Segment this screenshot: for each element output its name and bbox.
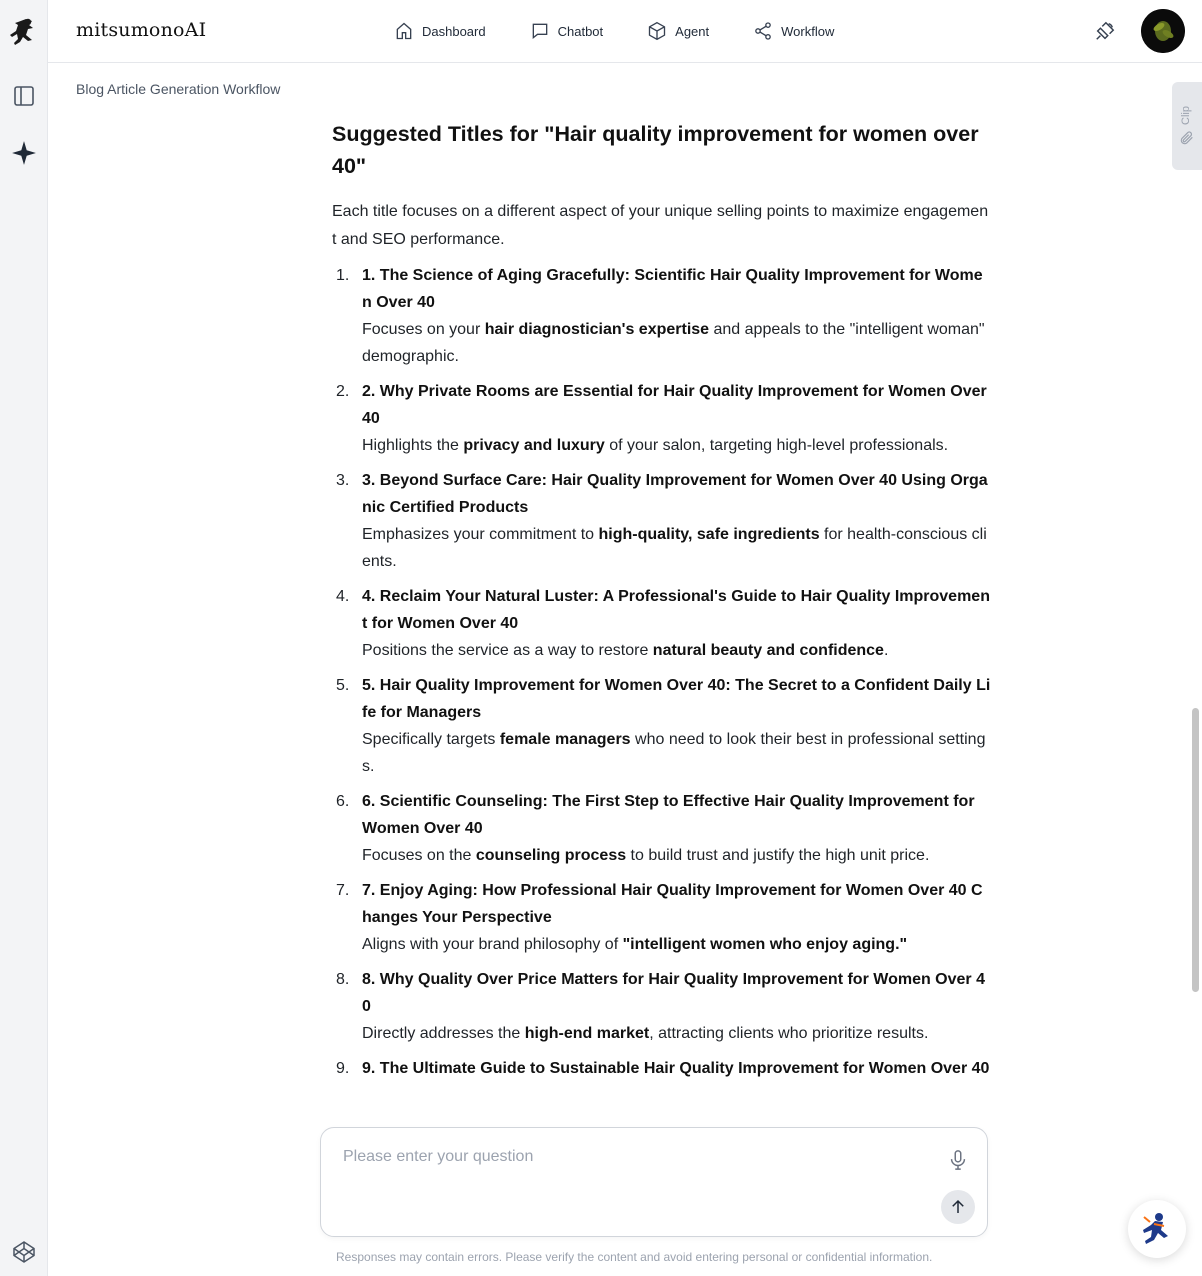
nav-dashboard-label: Dashboard <box>422 23 486 39</box>
title-description: Specifically targets female managers who need to look their best in professional settings. <box>362 731 986 775</box>
title-text: 9. The Ultimate Guide to Sustainable Hair Quality Improvement for Women Over 40 <box>362 1060 990 1077</box>
list-item <box>332 378 992 459</box>
main-nav <box>394 20 878 42</box>
list-item <box>332 877 992 958</box>
avatar-image-icon <box>1141 9 1185 53</box>
share-icon <box>753 21 773 41</box>
list-number: 9. <box>336 1060 350 1077</box>
title-text: 6. Scientific Counseling: The First Step to Effective Hair Quality Improvement for Women Over 40 <box>362 793 975 837</box>
title-description: Emphasizes your commitment to high-quality, safe ingredients for health-conscious clients. <box>362 526 987 570</box>
sparkle-icon[interactable] <box>11 140 37 166</box>
title-text: 7. Enjoy Aging: How Professional Hair Quality Improvement for Women Over 40 Changes Your Perspective <box>362 882 983 926</box>
chat-icon <box>530 21 550 41</box>
home-icon <box>394 21 414 41</box>
question-input[interactable] <box>343 1148 923 1188</box>
title-text: 1. The Science of Aging Gracefully: Scientific Hair Quality Improvement for Women Over 40 <box>362 267 983 311</box>
brand-name[interactable]: mitsumonoAI <box>76 19 207 41</box>
list-number: 6. <box>336 793 350 810</box>
codepen-cube-icon[interactable] <box>12 1240 36 1264</box>
breadcrumb[interactable]: Blog Article Generation Workflow <box>76 81 281 97</box>
list-number: 1. <box>336 267 350 284</box>
list-number: 3. <box>336 472 350 489</box>
title-description: Aligns with your brand philosophy of "intelligent women who enjoy aging." <box>362 936 908 953</box>
top-header <box>48 0 1202 63</box>
article-heading: Suggested Titles for "Hair quality improvement for women over 40" <box>332 122 979 178</box>
title-description: Focuses on the counseling process to build trust and justify the high unit price. <box>362 847 930 864</box>
title-list <box>332 262 992 1082</box>
title-description: Positions the service as a way to restore natural beauty and confidence. <box>362 642 889 659</box>
title-text: 3. Beyond Surface Care: Hair Quality Improvement for Women Over 40 Using Organic Certified Products <box>362 472 988 516</box>
title-description: Focuses on your hair diagnostician's expertise and appeals to the "intelligent woman" demographic. <box>362 321 985 365</box>
title-text: 8. Why Quality Over Price Matters for Hair Quality Improvement for Women Over 40 <box>362 971 985 1015</box>
microphone-icon[interactable] <box>947 1148 969 1172</box>
article-intro: Each title focuses on a different aspect of your unique selling points to maximize engagement and SEO performance. <box>332 203 989 248</box>
user-avatar[interactable] <box>1141 9 1185 53</box>
list-number: 7. <box>336 882 350 899</box>
ninja-helper-icon <box>1128 1200 1186 1258</box>
sidebar-toggle-icon[interactable] <box>12 84 36 108</box>
list-item <box>332 672 992 780</box>
arrow-up-icon <box>949 1198 967 1216</box>
nav-agent-label: Agent <box>675 23 710 39</box>
satellite-icon[interactable] <box>1094 20 1116 42</box>
nav-workflow[interactable] <box>753 20 834 42</box>
article-content <box>332 118 992 1118</box>
cube-icon <box>647 21 667 41</box>
assistant-helper-button[interactable] <box>1128 1200 1186 1258</box>
title-text: 4. Reclaim Your Natural Luster: A Professional's Guide to Hair Quality Improvement for Women Over 40 <box>362 588 990 632</box>
nav-dashboard[interactable] <box>394 20 486 42</box>
clip-label: Clip <box>1180 106 1192 125</box>
list-number: 8. <box>336 971 350 988</box>
disclaimer-text: Responses may contain errors. Please verify the content and avoid entering personal or confidential information. <box>336 1250 933 1264</box>
list-number: 2. <box>336 383 350 400</box>
list-number: 5. <box>336 677 350 694</box>
title-description: Highlights the privacy and luxury of your salon, targeting high-level professionals. <box>362 437 949 454</box>
clip-tab[interactable] <box>1172 82 1202 170</box>
nav-chatbot-label: Chatbot <box>557 23 604 39</box>
list-item <box>332 262 992 370</box>
chat-input-box <box>320 1127 988 1237</box>
paperclip-icon <box>1179 130 1195 146</box>
title-text: 2. Why Private Rooms are Essential for Hair Quality Improvement for Women Over 40 <box>362 383 987 427</box>
list-number: 4. <box>336 588 350 605</box>
title-description: Directly addresses the high-end market, attracting clients who prioritize results. <box>362 1025 929 1042</box>
list-item <box>332 788 992 869</box>
title-text: 5. Hair Quality Improvement for Women Over 40: The Secret to a Confident Daily Life for Managers <box>362 677 991 721</box>
list-item <box>332 966 992 1047</box>
list-item <box>332 467 992 575</box>
left-rail <box>0 0 48 1276</box>
list-item <box>332 583 992 664</box>
nav-agent[interactable] <box>647 20 709 42</box>
nav-workflow-label: Workflow <box>781 23 835 39</box>
scrollbar-thumb[interactable] <box>1192 708 1199 992</box>
list-item <box>332 1055 992 1082</box>
send-button[interactable] <box>941 1190 975 1224</box>
nav-chatbot[interactable] <box>530 20 604 42</box>
ninja-logo-icon[interactable] <box>6 16 42 56</box>
